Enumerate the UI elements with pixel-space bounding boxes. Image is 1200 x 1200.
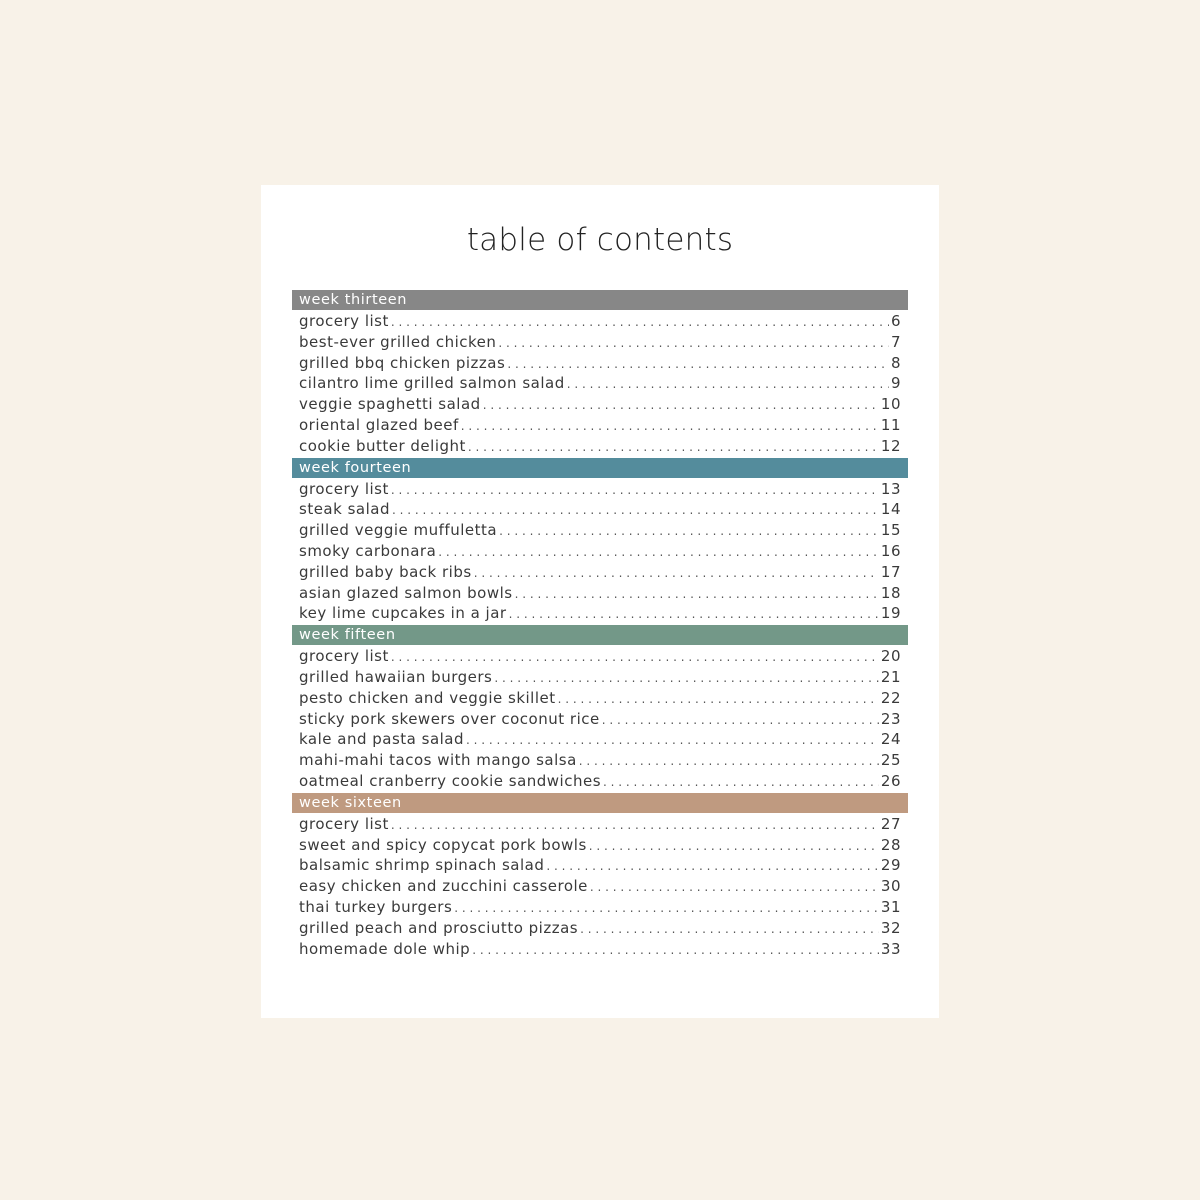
entry-label: key lime cupcakes in a jar xyxy=(299,604,507,623)
entry-page-number: 28 xyxy=(880,835,901,854)
entry-label: homemade dole whip xyxy=(299,939,471,958)
entry-page-number: 31 xyxy=(880,897,901,916)
dot-leader xyxy=(567,374,889,395)
toc-entry[interactable] xyxy=(292,373,908,394)
document-page xyxy=(261,185,939,1018)
dot-leader xyxy=(507,354,889,375)
entry-label: pesto chicken and veggie skillet xyxy=(299,688,556,707)
toc-entry[interactable] xyxy=(292,918,908,939)
dot-leader xyxy=(509,604,879,625)
toc-entry[interactable] xyxy=(292,855,908,876)
entry-page-number: 29 xyxy=(880,856,901,875)
entry-label: grocery list xyxy=(299,814,389,833)
section-week-sixteen xyxy=(292,793,908,961)
entry-label: grocery list xyxy=(299,312,389,330)
entry-page-number: 25 xyxy=(880,751,901,770)
entry-label: asian glazed salmon bowls xyxy=(299,583,513,602)
entry-label: grocery list xyxy=(299,479,389,498)
entry-page-number: 14 xyxy=(880,500,901,519)
toc-entry[interactable] xyxy=(292,876,908,897)
dot-leader xyxy=(558,689,879,710)
entry-label: grilled baby back ribs xyxy=(299,562,472,581)
section-header: week sixteen xyxy=(292,793,908,813)
dot-leader xyxy=(483,395,879,416)
toc-entry[interactable] xyxy=(292,771,908,792)
toc-entry[interactable] xyxy=(292,897,908,918)
entry-page-number: 15 xyxy=(880,521,901,540)
entry-page-number: 26 xyxy=(880,771,901,790)
dot-leader xyxy=(392,500,879,521)
entry-label: mahi-mahi tacos with mango salsa xyxy=(299,751,577,770)
toc-entry[interactable] xyxy=(292,353,908,374)
dot-leader xyxy=(391,647,879,668)
section-week-fifteen xyxy=(292,625,908,793)
entry-label: cilantro lime grilled salmon salad xyxy=(299,374,565,393)
entry-label: grilled bbq chicken pizzas xyxy=(299,353,506,372)
section-header: week fourteen xyxy=(292,458,908,478)
entry-page-number: 24 xyxy=(880,730,901,749)
toc-entry[interactable] xyxy=(292,479,908,500)
dot-leader xyxy=(602,710,879,731)
dot-leader xyxy=(590,877,879,898)
dot-leader xyxy=(546,856,879,877)
toc-entry[interactable] xyxy=(292,709,908,730)
entry-page-number: 9 xyxy=(890,374,901,393)
toc-entry[interactable] xyxy=(292,499,908,520)
entry-label: kale and pasta salad xyxy=(299,730,465,749)
entry-label: steak salad xyxy=(299,500,390,519)
section-week-thirteen xyxy=(292,290,908,458)
section-header: week thirteen xyxy=(292,290,908,310)
toc-entry[interactable] xyxy=(292,332,908,353)
entry-page-number: 30 xyxy=(880,877,901,896)
entry-page-number: 8 xyxy=(890,353,901,372)
entry-label: veggie spaghetti salad xyxy=(299,395,481,414)
toc-entry[interactable] xyxy=(292,750,908,771)
entry-label: grilled hawaiian burgers xyxy=(299,667,493,686)
toc-entry[interactable] xyxy=(292,688,908,709)
entry-page-number: 27 xyxy=(880,814,901,833)
toc-entry[interactable] xyxy=(292,436,908,457)
toc-entry[interactable] xyxy=(292,667,908,688)
entry-page-number: 6 xyxy=(890,312,901,330)
entry-page-number: 22 xyxy=(880,688,901,707)
dot-leader xyxy=(603,772,879,793)
toc-entry[interactable] xyxy=(292,541,908,562)
dot-leader xyxy=(472,940,879,961)
entry-label: sweet and spicy copycat pork bowls xyxy=(299,835,587,854)
entry-page-number: 12 xyxy=(880,436,901,455)
toc-entry[interactable] xyxy=(292,835,908,856)
entry-label: cookie butter delight xyxy=(299,436,466,455)
dot-leader xyxy=(391,480,879,501)
entry-label: oatmeal cranberry cookie sandwiches xyxy=(299,771,602,790)
entry-page-number: 16 xyxy=(880,541,901,560)
dot-leader xyxy=(579,751,879,772)
entry-page-number: 17 xyxy=(880,562,901,581)
toc-entry[interactable] xyxy=(292,394,908,415)
entry-label: best-ever grilled chicken xyxy=(299,332,497,351)
page-title: table of contents xyxy=(466,222,734,258)
dot-leader xyxy=(515,584,879,605)
entry-label: balsamic shrimp spinach salad xyxy=(299,856,545,875)
entry-page-number: 21 xyxy=(880,667,901,686)
section-header: week fifteen xyxy=(292,625,908,645)
dot-leader xyxy=(461,416,879,437)
entry-page-number: 33 xyxy=(880,939,901,958)
toc-entry[interactable] xyxy=(292,729,908,750)
entry-page-number: 23 xyxy=(880,709,901,728)
dot-leader xyxy=(589,836,879,857)
dot-leader xyxy=(466,730,879,751)
dot-leader xyxy=(391,312,889,333)
dot-leader xyxy=(454,898,879,919)
entry-label: thai turkey burgers xyxy=(299,897,453,916)
entry-page-number: 13 xyxy=(880,479,901,498)
dot-leader xyxy=(474,563,879,584)
toc-entry[interactable] xyxy=(292,562,908,583)
toc-entry[interactable] xyxy=(292,646,908,667)
entry-label: grilled peach and prosciutto pizzas xyxy=(299,918,579,937)
dot-leader xyxy=(499,521,879,542)
toc-entry[interactable] xyxy=(292,311,908,332)
entry-label: sticky pork skewers over coconut rice xyxy=(299,709,600,728)
entry-label: oriental glazed beef xyxy=(299,415,459,434)
entry-page-number: 11 xyxy=(880,415,901,434)
dot-leader xyxy=(438,542,879,563)
section-week-fourteen xyxy=(292,458,908,626)
entry-page-number: 19 xyxy=(880,604,901,623)
toc-entry[interactable] xyxy=(292,939,908,960)
entry-label: smoky carbonara xyxy=(299,541,437,560)
entry-page-number: 32 xyxy=(880,918,901,937)
toc-entry[interactable] xyxy=(292,520,908,541)
table-of-contents xyxy=(292,290,908,960)
dot-leader xyxy=(580,919,879,940)
entry-page-number: 7 xyxy=(890,332,901,351)
toc-entry[interactable] xyxy=(292,583,908,604)
entry-label: grilled veggie muffuletta xyxy=(299,521,498,540)
entry-page-number: 18 xyxy=(880,583,901,602)
entry-page-number: 10 xyxy=(880,395,901,414)
dot-leader xyxy=(391,815,879,836)
toc-entry[interactable] xyxy=(292,814,908,835)
toc-entry[interactable] xyxy=(292,415,908,436)
dot-leader xyxy=(468,437,879,458)
entry-label: easy chicken and zucchini casserole xyxy=(299,877,588,896)
toc-entry[interactable] xyxy=(292,603,908,624)
entry-label: grocery list xyxy=(299,647,389,666)
dot-leader xyxy=(498,333,889,354)
entry-page-number: 20 xyxy=(880,647,901,666)
dot-leader xyxy=(494,668,879,689)
